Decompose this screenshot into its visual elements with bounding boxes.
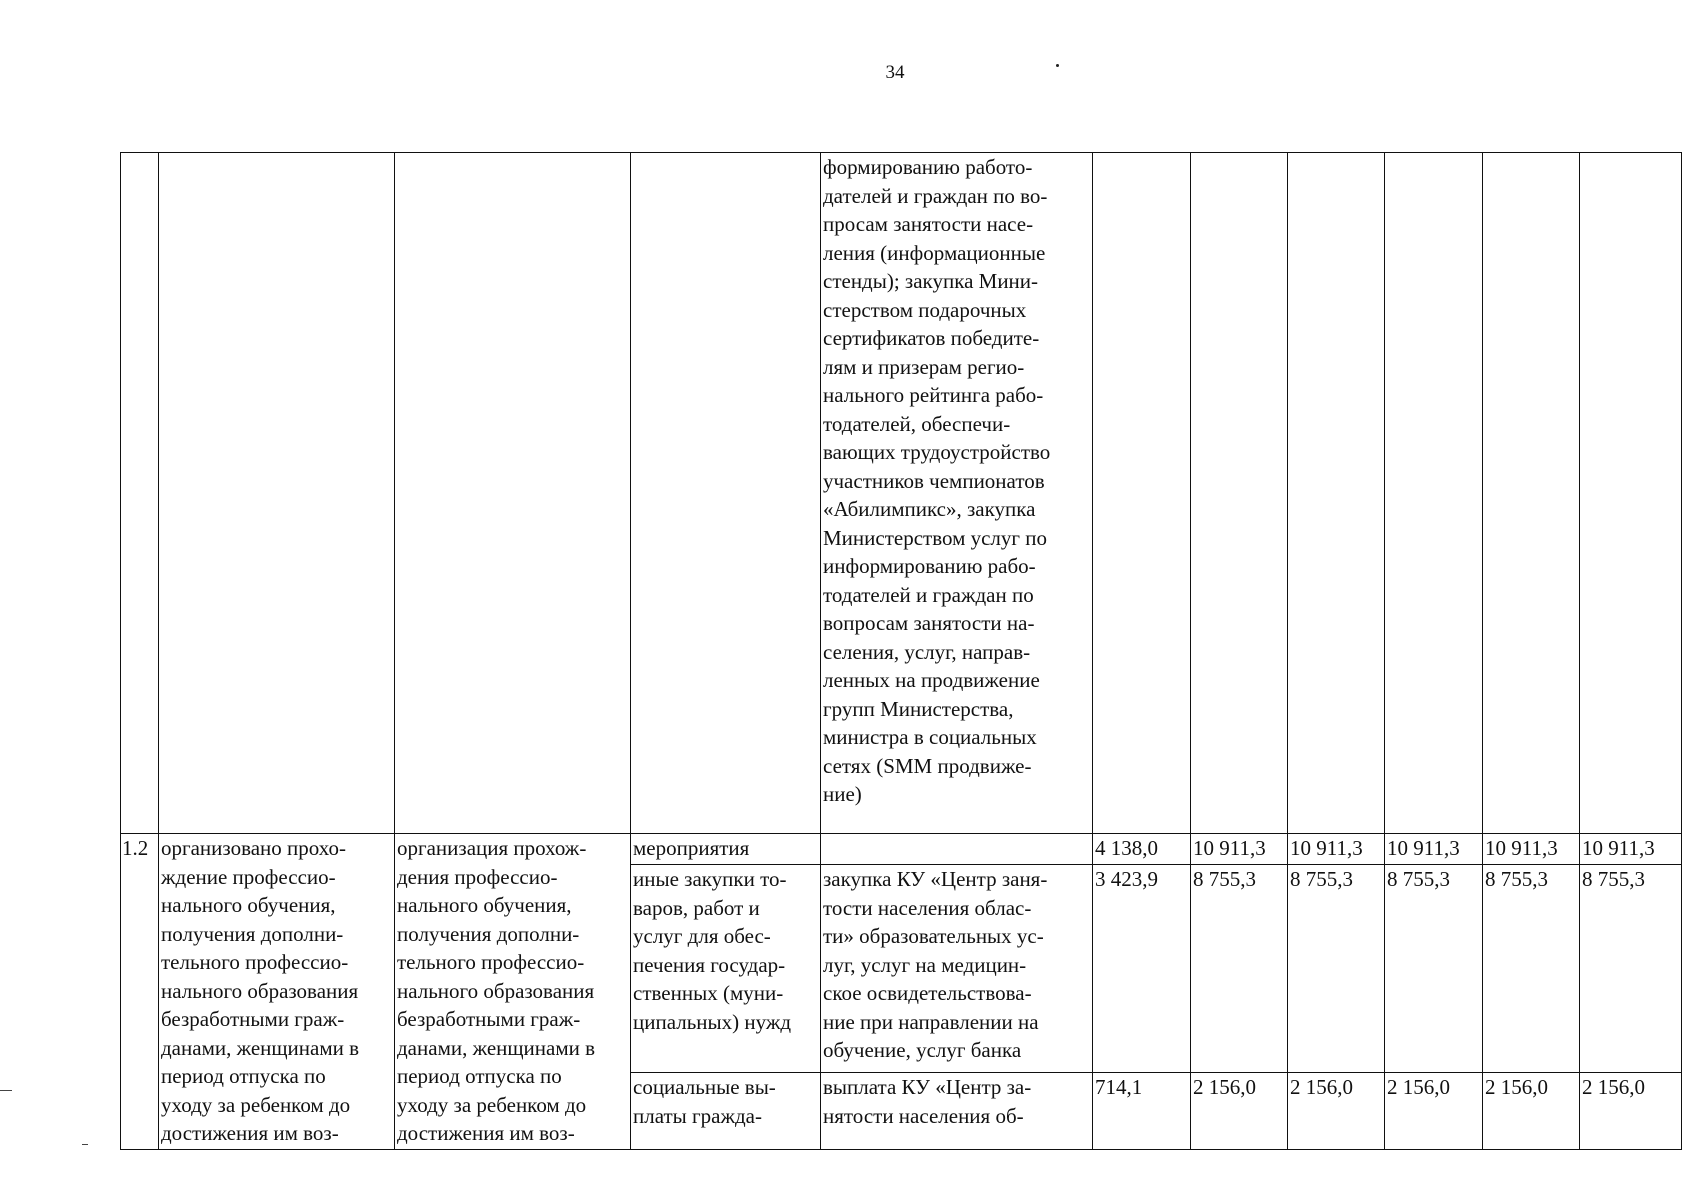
cell-value [1191,153,1288,834]
table-row [121,153,1682,834]
cell-value [1483,153,1580,834]
page-number: 34 [885,62,905,83]
cell-number [121,153,159,834]
cell-value: 2 156,0 [1483,1073,1580,1150]
cell-description: закупка КУ «Центр заня- тости населения облас- ти» образовательных ус- луг, услуг на медицин- ское освидетельствова- ние при направлении на обучение, услуг банка [821,865,1093,1073]
cell-expense-type: социальные вы- платы гражда- [631,1073,821,1150]
cell-value [1093,153,1191,834]
budget-table [120,152,1682,1150]
cell-event: организация прохож- дения профессио- нального обучения, получения дополни- тельного профессио- нального образования безработными граж- данами, женщинами в период отпуска по уходу за ребенком до достижения им воз- [395,834,631,1150]
scan-dot-mark [1056,64,1059,67]
cell-value [1385,153,1483,834]
cell-value: 714,1 [1093,1073,1191,1150]
cell-expense-type [631,153,821,834]
cell-value: 8 755,3 [1385,865,1483,1073]
cell-value: 10 911,3 [1288,834,1385,865]
cell-value: 3 423,9 [1093,865,1191,1073]
cell-description [821,834,1093,865]
cell-description: выплата КУ «Центр за- нятости населения об- [821,1073,1093,1150]
cell-value [1580,153,1682,834]
cell-value: 2 156,0 [1288,1073,1385,1150]
cell-description: формированию работо- дателей и граждан по во- просам занятости насе- ления (информационные стенды); закупка Мини- стерством подарочных сертификатов победите- лям и призерам регио- нального рейтинга рабо- тодателей, обеспечи- вающих трудоустройство участников чемпионатов «Абилимпикс», закупка Министерством услуг по информированию рабо- тодателей и граждан по вопросам занятости на- селения, услуг, направ- ленных на продвижение групп Министерства, министра в социальных сетях (SMM продвиже- ние) [821,153,1093,834]
cell-value: 2 156,0 [1191,1073,1288,1150]
cell-event [395,153,631,834]
cell-expense-type: мероприятия [631,834,821,865]
scan-stray-mark [82,1144,88,1145]
cell-expense-type: иные закупки то- варов, работ и услуг для обес- печения государ- ственных (муни- ципальных) нужд [631,865,821,1073]
cell-value: 10 911,3 [1191,834,1288,865]
cell-value: 4 138,0 [1093,834,1191,865]
cell-value: 2 156,0 [1385,1073,1483,1150]
cell-value: 10 911,3 [1385,834,1483,865]
cell-value: 8 755,3 [1288,865,1385,1073]
cell-value: 10 911,3 [1580,834,1682,865]
cell-number: 1.2 [121,834,159,1150]
cell-value: 8 755,3 [1191,865,1288,1073]
cell-result [159,153,395,834]
cell-value: 8 755,3 [1483,865,1580,1073]
cell-value: 8 755,3 [1580,865,1682,1073]
cell-result: организовано прохо- ждение профессио- нального обучения, получения дополни- тельного профессио- нального образования безработными граж- данами, женщинами в период отпуска по уходу за ребенком до достижения им воз- [159,834,395,1150]
cell-value: 10 911,3 [1483,834,1580,865]
table-row [121,834,1682,865]
cell-value: 2 156,0 [1580,1073,1682,1150]
cell-value [1288,153,1385,834]
scan-stray-mark [0,1090,12,1091]
